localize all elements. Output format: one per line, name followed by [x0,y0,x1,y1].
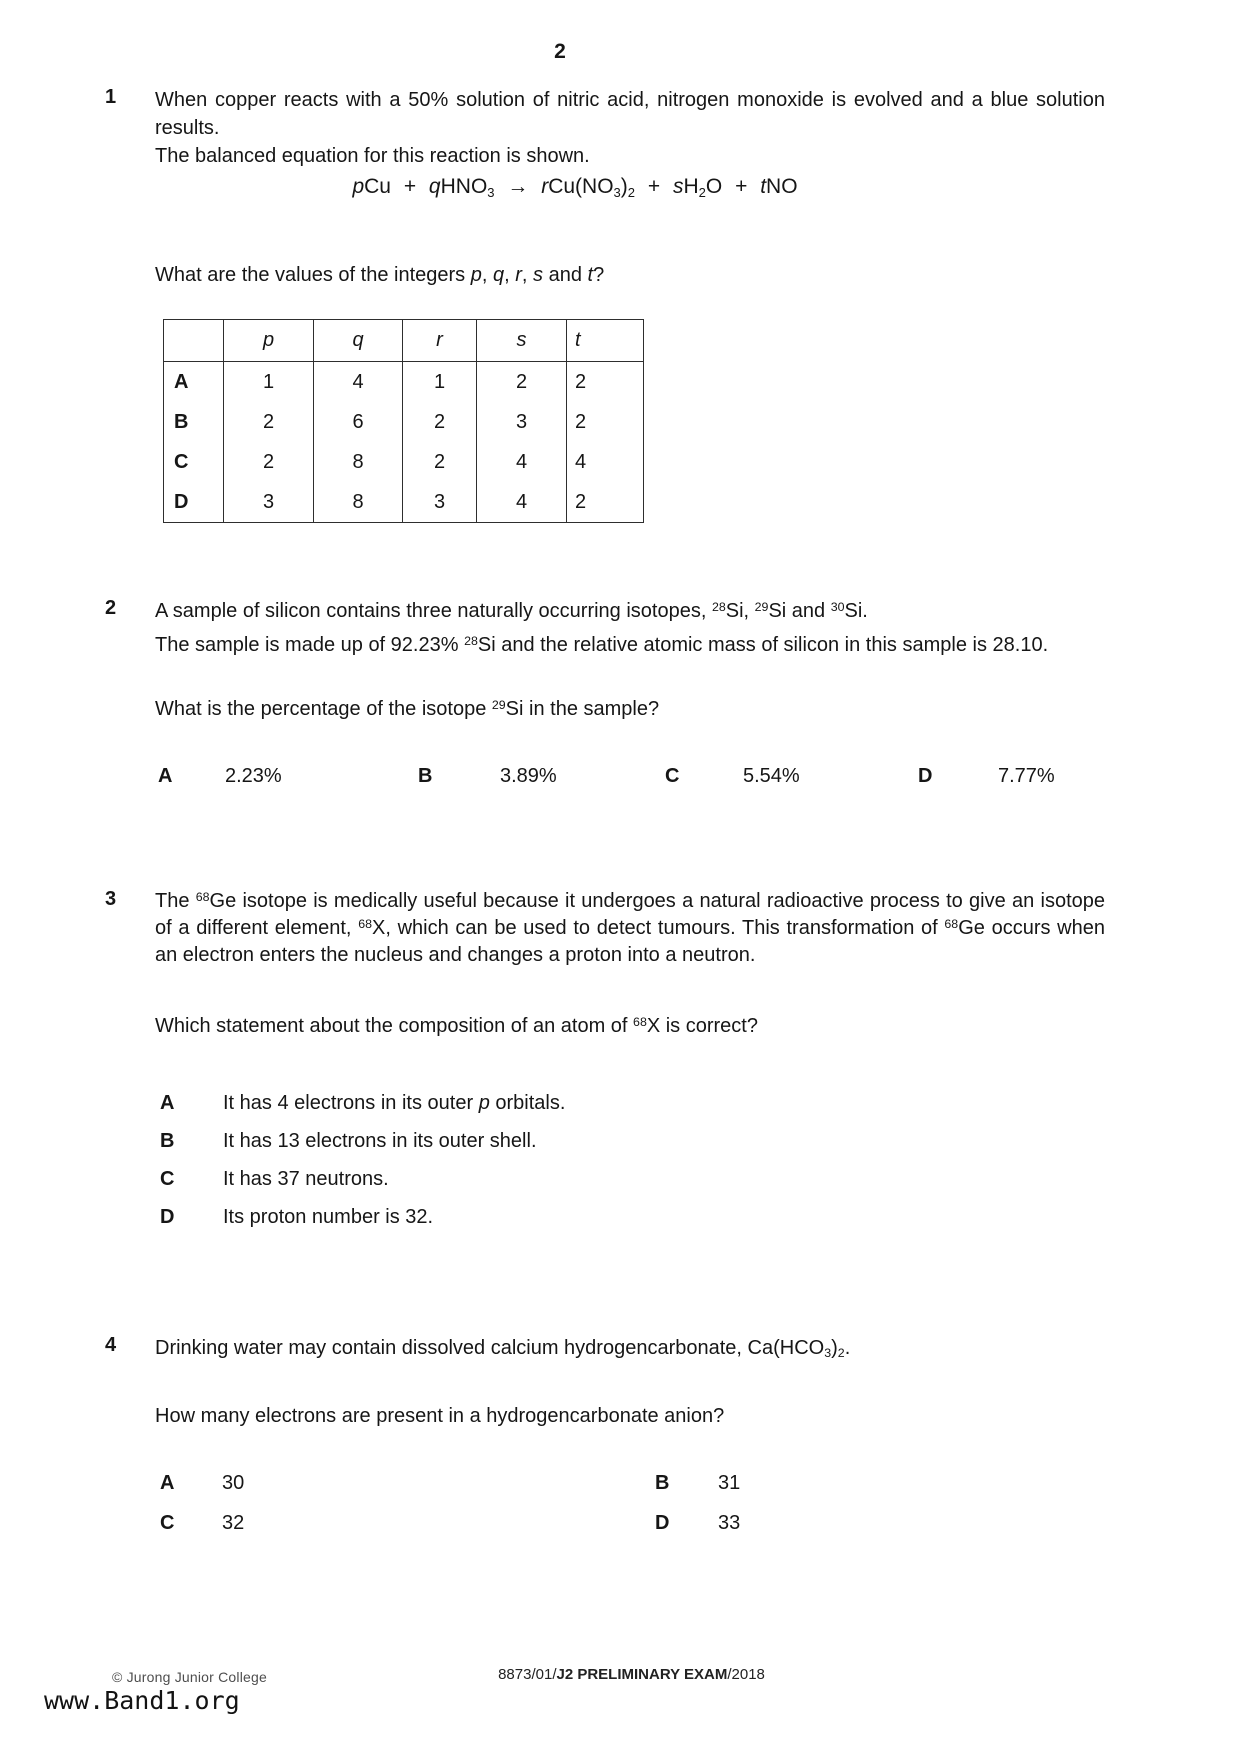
table-row-b [164,402,644,442]
cell: 1 [403,362,477,403]
option-value-b: 3.89% [500,765,557,787]
question-2-body [155,597,1105,793]
question-4-prompt: How many electrons are present in a hydrogencarbonate anion? [155,1405,725,1427]
cell: 4 [567,442,644,482]
cell: 3 [477,402,567,442]
question-2-number: 2 [105,597,117,619]
question-4-body [155,1334,1105,1552]
cell: 2 [567,362,644,403]
option-value-c: 5.54% [743,765,800,787]
option-c [160,1167,1105,1192]
question-4-intro: Drinking water may contain dissolved calcium hydrogencarbonate, $Ca(HCO_3)_2$. [155,1337,851,1361]
option-value-b: 31 [718,1472,741,1494]
table-header-r: r [403,320,477,362]
row-label: B [174,410,189,433]
question-1-prompt: What are the values of the integers p, q, r, s and t? [155,264,605,286]
table-header-s: s [477,320,567,362]
option-letter-c: C [665,765,680,787]
cell: 8 [314,442,403,482]
footer-paper-code [12,1666,1239,1683]
paper-code-suffix: /2018 [727,1666,765,1683]
cell: 2 [224,442,314,482]
table-row-d [164,482,644,523]
table-row-a [164,362,644,403]
question-2-prompt: What is the percentage of the isotope $^{29}$Si in the sample? [155,697,660,720]
table-row-c [164,442,644,482]
question-1-sentence: The balanced equation for this reaction is shown. [155,145,590,167]
cell: 2 [567,482,644,523]
cell: 1 [224,362,314,403]
option-value-d: 33 [718,1512,741,1534]
option-letter-d: D [160,1206,175,1228]
question-2 [105,597,1105,793]
chemical-equation: pCu + qHNO$_3$ → $rCu(NO_3)_2 + sH_2O$ + tNO [352,175,798,200]
paper-code-prefix: 8873/01/ [498,1666,557,1683]
cell: 4 [477,442,567,482]
answer-table [163,319,644,523]
table-header-q: q [314,320,403,362]
option-text-c: It has 37 neutrons. [223,1168,389,1190]
option-d [160,1205,1105,1230]
option-letter-b: B [418,765,433,787]
cell: 3 [403,482,477,523]
cell: 2 [567,402,644,442]
question-2-detail: The sample is made up of 92.23% $^{28}$Si and the relative atomic mass of silicon in this sample is 28.10. [155,633,1049,656]
cell: 2 [403,442,477,482]
question-4 [105,1334,1105,1552]
option-value-a: 30 [222,1472,245,1494]
option-value-a: 2.23% [225,765,282,787]
question-3-intro: The $^{68}$Ge isotope is medically useful because it undergoes a natural radioactive process to give an isotope of a different element, $^{68}$X, which can be used to detect tumours. This transformation of $^{68}$Ge occurs when an electron enters the nucleus and changes a proton into a neutron. [155,889,1105,966]
paper-code-title: J2 PRELIMINARY EXAM [556,1666,728,1683]
answer-table-header-row [164,320,644,362]
row-label: A [174,370,189,393]
cell: 6 [314,402,403,442]
row-label: D [174,490,189,513]
cell: 2 [477,362,567,403]
row-label: C [174,450,189,473]
question-3-number: 3 [105,888,117,910]
cell: 8 [314,482,403,523]
question-4-number: 4 [105,1334,117,1356]
option-letter-a: A [158,765,173,787]
option-letter-d: D [918,765,933,787]
cell: 4 [314,362,403,403]
options-row-2 [155,1512,1105,1552]
question-1 [105,86,1105,523]
option-letter-b: B [160,1130,175,1152]
option-letter-b: B [655,1472,670,1494]
option-letter-d: D [655,1512,670,1534]
question-1-number: 1 [105,86,117,108]
option-value-d: 7.77% [998,765,1055,787]
cell: 2 [224,402,314,442]
options-row-1 [155,1472,1105,1512]
question-3-body [155,888,1105,1243]
option-letter-a: A [160,1472,175,1494]
option-value-c: 32 [222,1512,245,1534]
option-text-d: Its proton number is 32. [223,1206,434,1228]
footer-copyright: © Jurong Junior College [112,1669,267,1685]
option-letter-c: C [160,1168,175,1190]
question-2-options [155,765,1105,793]
cell: 3 [224,482,314,523]
question-3-options [155,1091,1105,1230]
option-b [160,1129,1105,1154]
table-header-p: p [224,320,314,362]
table-header-t: t [567,320,644,362]
question-1-body [155,86,1105,523]
option-text-b: It has 13 electrons in its outer shell. [223,1130,537,1152]
option-text-a: It has 4 electrons in its outer p orbitals. [223,1092,566,1114]
option-letter-a: A [160,1092,175,1114]
option-letter-c: C [160,1512,175,1534]
question-3-prompt: Which statement about the composition of an atom of $^{68}$X is correct? [155,1014,758,1037]
question-2-intro: A sample of silicon contains three naturally occurring isotopes, $^{28}$Si, $^{29}$Si and $^{30}$Si. [155,599,868,622]
option-a [160,1091,1105,1116]
question-3 [105,888,1105,1243]
footer-watermark: www.Band1.org [44,1686,240,1715]
question-4-options [155,1472,1105,1552]
cell: 4 [477,482,567,523]
table-corner-cell [164,320,224,362]
question-1-intro: When copper reacts with a 50% solution of nitric acid, nitrogen monoxide is evolved and a blue solution results. [155,89,1105,139]
page-number: 2 [554,40,566,63]
cell: 2 [403,402,477,442]
